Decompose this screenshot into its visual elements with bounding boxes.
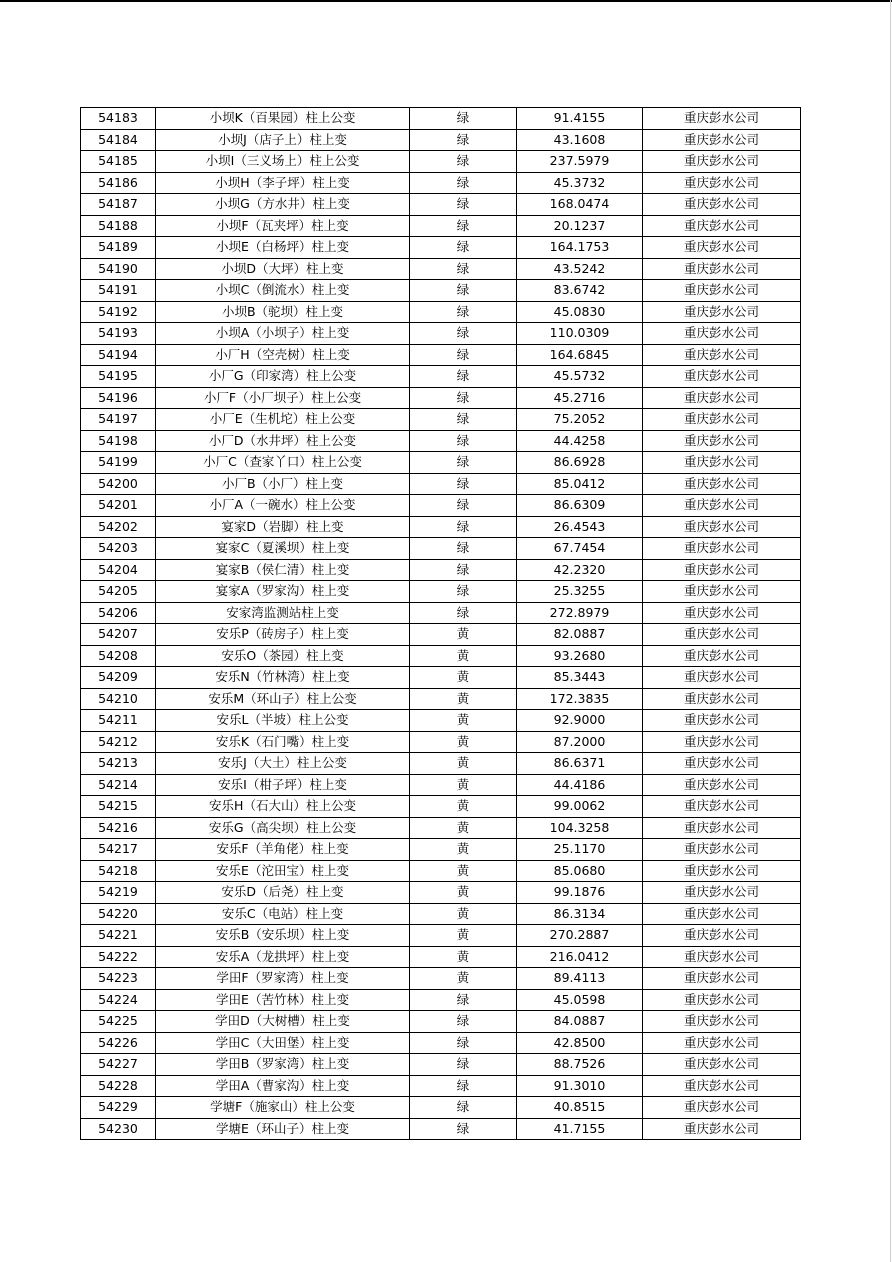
company-cell: 重庆彭水公司: [643, 989, 801, 1011]
status-color-cell: 绿: [410, 1011, 517, 1033]
table-row: [81, 989, 801, 1011]
value-cell: 270.2887: [517, 925, 643, 947]
table-row: [81, 1097, 801, 1119]
station-name-cell: 安乐H（石大山）柱上公变: [156, 796, 410, 818]
status-color-cell: 黄: [410, 624, 517, 646]
status-color-cell: 绿: [410, 194, 517, 216]
value-cell: 86.6309: [517, 495, 643, 517]
company-cell: 重庆彭水公司: [643, 1054, 801, 1076]
table-row: [81, 860, 801, 882]
company-cell: 重庆彭水公司: [643, 129, 801, 151]
station-name-cell: 小坝F（瓦夹坪）柱上变: [156, 215, 410, 237]
table-row: [81, 688, 801, 710]
row-id-cell: 54192: [81, 301, 156, 323]
table-row: [81, 796, 801, 818]
row-id-cell: 54191: [81, 280, 156, 302]
table-row: [81, 774, 801, 796]
status-color-cell: 绿: [410, 430, 517, 452]
value-cell: 42.8500: [517, 1032, 643, 1054]
page-top-border: [0, 0, 892, 2]
status-color-cell: 绿: [410, 1075, 517, 1097]
value-cell: 168.0474: [517, 194, 643, 216]
company-cell: 重庆彭水公司: [643, 323, 801, 345]
value-cell: 75.2052: [517, 409, 643, 431]
value-cell: 88.7526: [517, 1054, 643, 1076]
status-color-cell: 黄: [410, 817, 517, 839]
value-cell: 85.0412: [517, 473, 643, 495]
status-color-cell: 黄: [410, 968, 517, 990]
station-name-cell: 学田E（苦竹林）柱上变: [156, 989, 410, 1011]
station-name-cell: 安乐P（砖房子）柱上变: [156, 624, 410, 646]
company-cell: 重庆彭水公司: [643, 1118, 801, 1140]
company-cell: 重庆彭水公司: [643, 473, 801, 495]
company-cell: 重庆彭水公司: [643, 925, 801, 947]
status-color-cell: 黄: [410, 925, 517, 947]
row-id-cell: 54219: [81, 882, 156, 904]
company-cell: 重庆彭水公司: [643, 387, 801, 409]
station-name-cell: 安乐C（电站）柱上变: [156, 903, 410, 925]
company-cell: 重庆彭水公司: [643, 624, 801, 646]
table-row: [81, 495, 801, 517]
status-color-cell: 绿: [410, 366, 517, 388]
status-color-cell: 绿: [410, 559, 517, 581]
row-id-cell: 54225: [81, 1011, 156, 1033]
row-id-cell: 54212: [81, 731, 156, 753]
station-name-cell: 小厂G（印家湾）柱上公变: [156, 366, 410, 388]
company-cell: 重庆彭水公司: [643, 280, 801, 302]
table-row: [81, 1032, 801, 1054]
company-cell: 重庆彭水公司: [643, 538, 801, 560]
status-color-cell: 黄: [410, 882, 517, 904]
table-row: [81, 172, 801, 194]
row-id-cell: 54207: [81, 624, 156, 646]
row-id-cell: 54229: [81, 1097, 156, 1119]
value-cell: 25.1170: [517, 839, 643, 861]
table-row: [81, 624, 801, 646]
company-cell: 重庆彭水公司: [643, 151, 801, 173]
value-cell: 99.1876: [517, 882, 643, 904]
station-name-cell: 安乐G（高尖坝）柱上公变: [156, 817, 410, 839]
station-name-cell: 小厂A（一碗水）柱上公变: [156, 495, 410, 517]
value-cell: 40.8515: [517, 1097, 643, 1119]
status-color-cell: 绿: [410, 473, 517, 495]
table-row: [81, 667, 801, 689]
table-row: [81, 753, 801, 775]
table-row: [81, 882, 801, 904]
value-cell: 172.3835: [517, 688, 643, 710]
station-name-cell: 宴家A（罗家沟）柱上变: [156, 581, 410, 603]
row-id-cell: 54185: [81, 151, 156, 173]
status-color-cell: 绿: [410, 280, 517, 302]
row-id-cell: 54211: [81, 710, 156, 732]
row-id-cell: 54198: [81, 430, 156, 452]
status-color-cell: 黄: [410, 860, 517, 882]
row-id-cell: 54222: [81, 946, 156, 968]
status-color-cell: 绿: [410, 989, 517, 1011]
station-name-cell: 安乐I（柑子坪）柱上变: [156, 774, 410, 796]
station-name-cell: 学塘F（施家山）柱上公变: [156, 1097, 410, 1119]
value-cell: 45.5732: [517, 366, 643, 388]
status-color-cell: 黄: [410, 645, 517, 667]
station-name-cell: 宴家B（侯仁清）柱上变: [156, 559, 410, 581]
table-row: [81, 129, 801, 151]
company-cell: 重庆彭水公司: [643, 215, 801, 237]
value-cell: 237.5979: [517, 151, 643, 173]
row-id-cell: 54200: [81, 473, 156, 495]
company-cell: 重庆彭水公司: [643, 817, 801, 839]
table-row: [81, 258, 801, 280]
table-row: [81, 1011, 801, 1033]
station-name-cell: 安乐O（茶园）柱上变: [156, 645, 410, 667]
status-color-cell: 黄: [410, 796, 517, 818]
row-id-cell: 54228: [81, 1075, 156, 1097]
table-row: [81, 559, 801, 581]
table-row: [81, 1075, 801, 1097]
company-cell: 重庆彭水公司: [643, 108, 801, 130]
station-name-cell: 宴家C（夏溪坝）柱上变: [156, 538, 410, 560]
company-cell: 重庆彭水公司: [643, 1075, 801, 1097]
value-cell: 42.2320: [517, 559, 643, 581]
row-id-cell: 54221: [81, 925, 156, 947]
company-cell: 重庆彭水公司: [643, 602, 801, 624]
table-row: [81, 602, 801, 624]
value-cell: 110.0309: [517, 323, 643, 345]
value-cell: 86.6371: [517, 753, 643, 775]
company-cell: 重庆彭水公司: [643, 172, 801, 194]
station-name-cell: 小厂F（小厂坝子）柱上公变: [156, 387, 410, 409]
company-cell: 重庆彭水公司: [643, 860, 801, 882]
company-cell: 重庆彭水公司: [643, 430, 801, 452]
station-name-cell: 学田C（大田堡）柱上变: [156, 1032, 410, 1054]
table-row: [81, 301, 801, 323]
station-name-cell: 小坝H（李子坪）柱上变: [156, 172, 410, 194]
value-cell: 216.0412: [517, 946, 643, 968]
row-id-cell: 54188: [81, 215, 156, 237]
value-cell: 82.0887: [517, 624, 643, 646]
value-cell: 272.8979: [517, 602, 643, 624]
value-cell: 26.4543: [517, 516, 643, 538]
station-name-cell: 小厂C（查家丫口）柱上公变: [156, 452, 410, 474]
value-cell: 45.0598: [517, 989, 643, 1011]
status-color-cell: 绿: [410, 108, 517, 130]
status-color-cell: 绿: [410, 495, 517, 517]
company-cell: 重庆彭水公司: [643, 559, 801, 581]
company-cell: 重庆彭水公司: [643, 581, 801, 603]
status-color-cell: 绿: [410, 172, 517, 194]
value-cell: 86.3134: [517, 903, 643, 925]
company-cell: 重庆彭水公司: [643, 839, 801, 861]
row-id-cell: 54194: [81, 344, 156, 366]
station-name-cell: 安乐J（大土）柱上公变: [156, 753, 410, 775]
value-cell: 104.3258: [517, 817, 643, 839]
row-id-cell: 54195: [81, 366, 156, 388]
row-id-cell: 54223: [81, 968, 156, 990]
company-cell: 重庆彭水公司: [643, 452, 801, 474]
table-row: [81, 581, 801, 603]
value-cell: 25.3255: [517, 581, 643, 603]
station-name-cell: 安乐D（后尧）柱上变: [156, 882, 410, 904]
table-row: [81, 1054, 801, 1076]
status-color-cell: 绿: [410, 301, 517, 323]
page-right-edge: [890, 0, 891, 1262]
status-color-cell: 绿: [410, 516, 517, 538]
station-name-cell: 小厂D（水井坪）柱上公变: [156, 430, 410, 452]
table-row: [81, 387, 801, 409]
row-id-cell: 54213: [81, 753, 156, 775]
value-cell: 84.0887: [517, 1011, 643, 1033]
status-color-cell: 绿: [410, 1032, 517, 1054]
station-name-cell: 小厂H（空壳树）柱上变: [156, 344, 410, 366]
company-cell: 重庆彭水公司: [643, 344, 801, 366]
station-name-cell: 宴家D（岩脚）柱上变: [156, 516, 410, 538]
station-name-cell: 安乐E（沱田宝）柱上变: [156, 860, 410, 882]
status-color-cell: 绿: [410, 215, 517, 237]
status-color-cell: 黄: [410, 731, 517, 753]
company-cell: 重庆彭水公司: [643, 301, 801, 323]
row-id-cell: 54193: [81, 323, 156, 345]
value-cell: 85.0680: [517, 860, 643, 882]
value-cell: 91.4155: [517, 108, 643, 130]
station-name-cell: 小坝K（百果园）柱上公变: [156, 108, 410, 130]
row-id-cell: 54189: [81, 237, 156, 259]
table-row: [81, 1118, 801, 1140]
value-cell: 44.4186: [517, 774, 643, 796]
station-name-cell: 学塘E（环山子）柱上变: [156, 1118, 410, 1140]
table-row: [81, 817, 801, 839]
station-name-cell: 小坝D（大坪）柱上变: [156, 258, 410, 280]
row-id-cell: 54227: [81, 1054, 156, 1076]
status-color-cell: 绿: [410, 344, 517, 366]
row-id-cell: 54205: [81, 581, 156, 603]
value-cell: 44.4258: [517, 430, 643, 452]
status-color-cell: 绿: [410, 1097, 517, 1119]
company-cell: 重庆彭水公司: [643, 237, 801, 259]
value-cell: 43.1608: [517, 129, 643, 151]
station-name-cell: 安乐N（竹林湾）柱上变: [156, 667, 410, 689]
row-id-cell: 54206: [81, 602, 156, 624]
table-row: [81, 108, 801, 130]
row-id-cell: 54217: [81, 839, 156, 861]
row-id-cell: 54226: [81, 1032, 156, 1054]
value-cell: 92.9000: [517, 710, 643, 732]
status-color-cell: 绿: [410, 387, 517, 409]
company-cell: 重庆彭水公司: [643, 774, 801, 796]
table-row: [81, 366, 801, 388]
status-color-cell: 黄: [410, 753, 517, 775]
value-cell: 85.3443: [517, 667, 643, 689]
row-id-cell: 54199: [81, 452, 156, 474]
status-color-cell: 黄: [410, 903, 517, 925]
status-color-cell: 绿: [410, 452, 517, 474]
station-name-cell: 小坝J（店子上）柱上变: [156, 129, 410, 151]
status-color-cell: 绿: [410, 151, 517, 173]
row-id-cell: 54210: [81, 688, 156, 710]
status-color-cell: 绿: [410, 323, 517, 345]
station-name-cell: 学田F（罗家湾）柱上变: [156, 968, 410, 990]
station-name-cell: 小厂B（小厂）柱上变: [156, 473, 410, 495]
table-row: [81, 452, 801, 474]
status-color-cell: 绿: [410, 1054, 517, 1076]
value-cell: 67.7454: [517, 538, 643, 560]
table-row: [81, 194, 801, 216]
station-name-cell: 学田A（曹家沟）柱上变: [156, 1075, 410, 1097]
station-name-cell: 安乐F（羊角佬）柱上变: [156, 839, 410, 861]
row-id-cell: 54202: [81, 516, 156, 538]
company-cell: 重庆彭水公司: [643, 710, 801, 732]
row-id-cell: 54208: [81, 645, 156, 667]
value-cell: 164.6845: [517, 344, 643, 366]
table-row: [81, 731, 801, 753]
table-row: [81, 280, 801, 302]
value-cell: 93.2680: [517, 645, 643, 667]
station-name-cell: 学田D（大树槽）柱上变: [156, 1011, 410, 1033]
row-id-cell: 54204: [81, 559, 156, 581]
company-cell: 重庆彭水公司: [643, 194, 801, 216]
value-cell: 20.1237: [517, 215, 643, 237]
station-name-cell: 小坝E（白杨坪）柱上变: [156, 237, 410, 259]
row-id-cell: 54230: [81, 1118, 156, 1140]
row-id-cell: 54196: [81, 387, 156, 409]
status-color-cell: 绿: [410, 538, 517, 560]
status-color-cell: 黄: [410, 710, 517, 732]
station-name-cell: 小厂E（生机坨）柱上公变: [156, 409, 410, 431]
company-cell: 重庆彭水公司: [643, 495, 801, 517]
status-color-cell: 绿: [410, 237, 517, 259]
table-row: [81, 409, 801, 431]
station-name-cell: 安乐L（半坡）柱上公变: [156, 710, 410, 732]
station-name-cell: 安乐A（龙拱坪）柱上变: [156, 946, 410, 968]
station-name-cell: 学田B（罗家湾）柱上变: [156, 1054, 410, 1076]
row-id-cell: 54187: [81, 194, 156, 216]
row-id-cell: 54186: [81, 172, 156, 194]
company-cell: 重庆彭水公司: [643, 903, 801, 925]
status-color-cell: 绿: [410, 409, 517, 431]
table-row: [81, 710, 801, 732]
table-row: [81, 430, 801, 452]
station-name-cell: 安乐K（石门嘴）柱上变: [156, 731, 410, 753]
table-row: [81, 473, 801, 495]
table-row: [81, 839, 801, 861]
company-cell: 重庆彭水公司: [643, 882, 801, 904]
row-id-cell: 54224: [81, 989, 156, 1011]
company-cell: 重庆彭水公司: [643, 516, 801, 538]
company-cell: 重庆彭水公司: [643, 667, 801, 689]
value-cell: 41.7155: [517, 1118, 643, 1140]
company-cell: 重庆彭水公司: [643, 1032, 801, 1054]
company-cell: 重庆彭水公司: [643, 1011, 801, 1033]
status-color-cell: 黄: [410, 839, 517, 861]
value-cell: 86.6928: [517, 452, 643, 474]
value-cell: 45.3732: [517, 172, 643, 194]
company-cell: 重庆彭水公司: [643, 946, 801, 968]
status-color-cell: 黄: [410, 946, 517, 968]
table-row: [81, 903, 801, 925]
status-color-cell: 绿: [410, 129, 517, 151]
station-name-cell: 小坝G（方水井）柱上变: [156, 194, 410, 216]
company-cell: 重庆彭水公司: [643, 753, 801, 775]
status-color-cell: 绿: [410, 1118, 517, 1140]
company-cell: 重庆彭水公司: [643, 366, 801, 388]
value-cell: 89.4113: [517, 968, 643, 990]
row-id-cell: 54201: [81, 495, 156, 517]
station-name-cell: 小坝I（三义场上）柱上公变: [156, 151, 410, 173]
company-cell: 重庆彭水公司: [643, 796, 801, 818]
station-name-cell: 安家湾监测站柱上变: [156, 602, 410, 624]
value-cell: 87.2000: [517, 731, 643, 753]
value-cell: 43.5242: [517, 258, 643, 280]
row-id-cell: 54218: [81, 860, 156, 882]
table-row: [81, 323, 801, 345]
status-color-cell: 黄: [410, 774, 517, 796]
company-cell: 重庆彭水公司: [643, 645, 801, 667]
transformer-table: [80, 107, 801, 1140]
company-cell: 重庆彭水公司: [643, 1097, 801, 1119]
row-id-cell: 54209: [81, 667, 156, 689]
station-name-cell: 小坝C（倒流水）柱上变: [156, 280, 410, 302]
company-cell: 重庆彭水公司: [643, 258, 801, 280]
status-color-cell: 绿: [410, 258, 517, 280]
row-id-cell: 54215: [81, 796, 156, 818]
row-id-cell: 54197: [81, 409, 156, 431]
table-row: [81, 344, 801, 366]
table-body: [81, 108, 801, 1140]
station-name-cell: 小坝A（小坝子）柱上变: [156, 323, 410, 345]
row-id-cell: 54214: [81, 774, 156, 796]
status-color-cell: 黄: [410, 667, 517, 689]
company-cell: 重庆彭水公司: [643, 409, 801, 431]
row-id-cell: 54184: [81, 129, 156, 151]
table-row: [81, 645, 801, 667]
value-cell: 45.0830: [517, 301, 643, 323]
table-row: [81, 968, 801, 990]
value-cell: 164.1753: [517, 237, 643, 259]
status-color-cell: 绿: [410, 602, 517, 624]
value-cell: 45.2716: [517, 387, 643, 409]
company-cell: 重庆彭水公司: [643, 731, 801, 753]
status-color-cell: 黄: [410, 688, 517, 710]
table-row: [81, 925, 801, 947]
row-id-cell: 54216: [81, 817, 156, 839]
row-id-cell: 54183: [81, 108, 156, 130]
station-name-cell: 安乐B（安乐坝）柱上变: [156, 925, 410, 947]
station-name-cell: 小坝B（驼坝）柱上变: [156, 301, 410, 323]
row-id-cell: 54203: [81, 538, 156, 560]
company-cell: 重庆彭水公司: [643, 688, 801, 710]
table-row: [81, 538, 801, 560]
company-cell: 重庆彭水公司: [643, 968, 801, 990]
station-name-cell: 安乐M（环山子）柱上公变: [156, 688, 410, 710]
value-cell: 83.6742: [517, 280, 643, 302]
table-row: [81, 151, 801, 173]
table-row: [81, 946, 801, 968]
status-color-cell: 绿: [410, 581, 517, 603]
table-row: [81, 516, 801, 538]
table-row: [81, 237, 801, 259]
value-cell: 91.3010: [517, 1075, 643, 1097]
row-id-cell: 54190: [81, 258, 156, 280]
row-id-cell: 54220: [81, 903, 156, 925]
table-row: [81, 215, 801, 237]
value-cell: 99.0062: [517, 796, 643, 818]
